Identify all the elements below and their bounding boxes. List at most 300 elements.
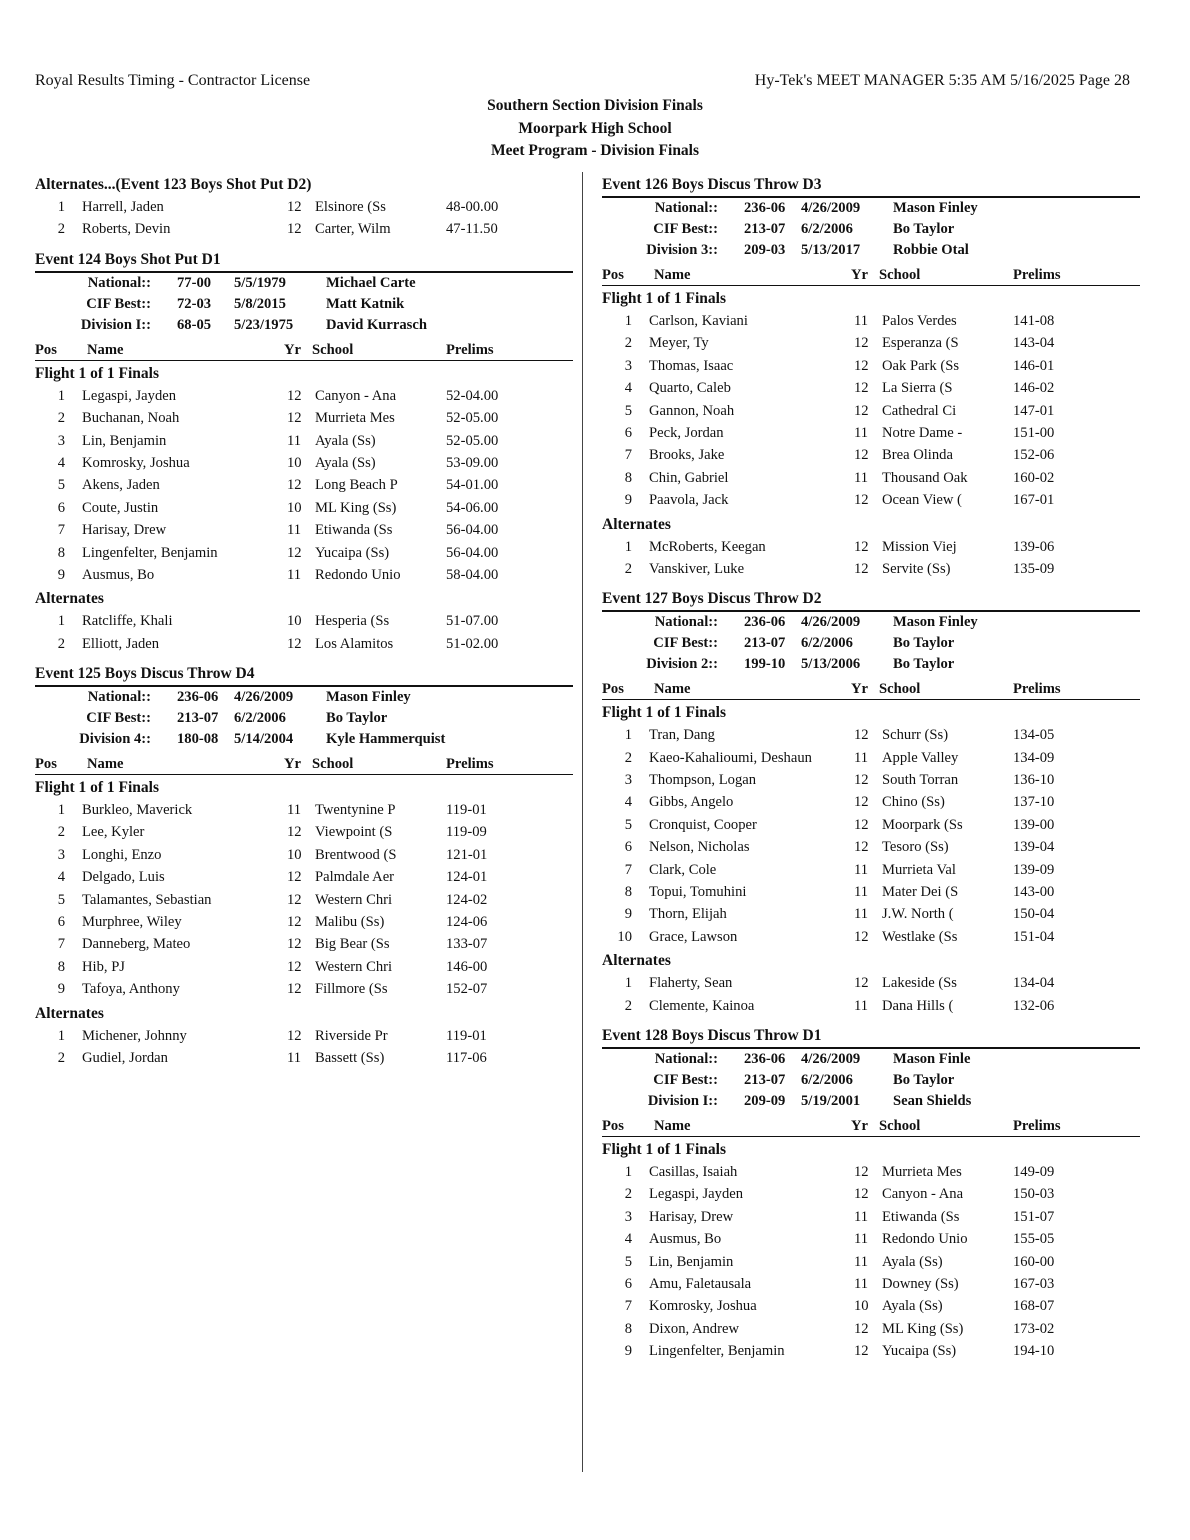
prelim-mark: 141-08 bbox=[1013, 313, 1055, 329]
grade-year: 12 bbox=[854, 839, 869, 856]
athlete-name: Elliott, Jaden bbox=[82, 635, 160, 652]
athlete-name: Thorn, Elijah bbox=[649, 906, 727, 923]
place: 2 bbox=[57, 1049, 65, 1066]
place: 2 bbox=[57, 410, 65, 427]
record-date: 5/19/2001 bbox=[801, 1092, 861, 1109]
prelim-mark: 194-10 bbox=[1013, 1343, 1055, 1360]
school-header: School bbox=[879, 267, 921, 283]
athlete-name: Lingenfelter, Benjamin bbox=[82, 544, 218, 561]
athlete-name: Delgado, Luis bbox=[82, 869, 165, 886]
athlete-name: Burkleo, Maverick bbox=[82, 802, 193, 819]
athlete-name: Paavola, Jack bbox=[649, 492, 729, 509]
place: 8 bbox=[624, 469, 632, 486]
result-row bbox=[602, 400, 1140, 422]
school-name: Notre Dame - bbox=[882, 424, 963, 441]
record-date: 6/2/2006 bbox=[801, 221, 853, 237]
athlete-name: Buchanan, Noah bbox=[82, 410, 180, 427]
prelim-mark: 146-02 bbox=[1013, 380, 1055, 397]
place: 6 bbox=[57, 914, 65, 931]
prelim-mark: 152-07 bbox=[446, 981, 488, 998]
grade-year: 11 bbox=[854, 469, 869, 486]
prelim-mark: 150-03 bbox=[1013, 1186, 1055, 1203]
school-name: ML King (Ss) bbox=[882, 1320, 964, 1337]
pos-header: Pos bbox=[602, 681, 624, 698]
alternates-heading: Alternates bbox=[602, 515, 671, 533]
athlete-name: Harrell, Jaden bbox=[82, 199, 164, 215]
place: 2 bbox=[624, 560, 632, 577]
place: 4 bbox=[624, 380, 632, 397]
prelim-mark: 52-05.00 bbox=[446, 432, 499, 449]
athlete-name: Longhi, Enzo bbox=[82, 846, 162, 863]
record-holder: Bo Taylor bbox=[893, 656, 955, 673]
prelim-mark: 147-01 bbox=[1013, 402, 1055, 419]
grade-year: 12 bbox=[854, 380, 869, 397]
record-date: 4/26/2009 bbox=[801, 200, 861, 216]
record-line bbox=[602, 240, 1140, 261]
place: 5 bbox=[57, 891, 65, 908]
record-mark: 209-03 bbox=[744, 242, 786, 258]
school-name: Riverside Pr bbox=[315, 1027, 388, 1044]
athlete-name: Tafoya, Anthony bbox=[82, 981, 180, 998]
record-line bbox=[602, 198, 1140, 219]
result-row bbox=[35, 933, 573, 955]
record-mark: 180-08 bbox=[177, 731, 219, 748]
school-name: Ayala (Ss) bbox=[315, 432, 376, 449]
prelim-mark: 58-04.00 bbox=[446, 566, 499, 583]
place: 5 bbox=[624, 816, 632, 833]
prelim-mark: 119-01 bbox=[446, 802, 487, 819]
grade-year: 12 bbox=[287, 544, 302, 561]
record-line bbox=[35, 729, 573, 750]
result-row bbox=[602, 558, 1140, 580]
grade-year: 12 bbox=[287, 477, 302, 494]
place: 2 bbox=[624, 335, 632, 352]
meet-titles bbox=[0, 95, 1190, 163]
school-name: Brea Olinda bbox=[882, 447, 953, 464]
column-header bbox=[602, 263, 1140, 286]
school-name: Esperanza (S bbox=[882, 335, 959, 352]
grade-year: 12 bbox=[854, 560, 869, 577]
grade-year: 12 bbox=[854, 447, 869, 464]
record-line bbox=[602, 219, 1140, 240]
grade-year: 11 bbox=[854, 997, 869, 1014]
athlete-name: Meyer, Ty bbox=[649, 335, 709, 352]
grade-year: 12 bbox=[854, 928, 869, 945]
alternates-heading: Alternates bbox=[35, 1004, 104, 1022]
place: 6 bbox=[624, 424, 632, 441]
name-header: Name bbox=[87, 756, 124, 773]
record-mark: 236-06 bbox=[177, 689, 219, 706]
prelims-header: Prelims bbox=[1013, 681, 1061, 698]
event-section bbox=[35, 661, 573, 1069]
event-title: Alternates...(Event 123 Boys Shot Put D2) bbox=[35, 176, 312, 193]
place: 1 bbox=[624, 313, 632, 329]
record-holder: Michael Carte bbox=[326, 274, 416, 291]
result-row bbox=[602, 724, 1140, 746]
result-row bbox=[35, 889, 573, 911]
prelim-mark: 121-01 bbox=[446, 846, 488, 863]
school-name: Western Chri bbox=[315, 891, 393, 908]
record-mark: 236-06 bbox=[744, 200, 786, 216]
school-name: Etiwanda (Ss bbox=[315, 522, 393, 539]
school-name: Hesperia (Ss bbox=[315, 613, 390, 630]
school-name: ML King (Ss) bbox=[315, 499, 397, 516]
result-row bbox=[602, 995, 1140, 1017]
place: 1 bbox=[57, 199, 65, 215]
athlete-name: Roberts, Devin bbox=[82, 221, 171, 238]
school-name: Yucaipa (Ss) bbox=[315, 544, 390, 561]
place: 1 bbox=[624, 727, 632, 744]
result-row bbox=[602, 355, 1140, 377]
column-header bbox=[602, 677, 1140, 700]
flight-heading: Flight 1 of 1 Finals bbox=[35, 364, 160, 382]
record-date: 6/2/2006 bbox=[234, 710, 286, 727]
grade-year: 12 bbox=[287, 891, 302, 908]
event-title: Event 128 Boys Discus Throw D1 bbox=[602, 1023, 1140, 1049]
place: 2 bbox=[624, 749, 632, 766]
pos-header: Pos bbox=[602, 1117, 624, 1134]
prelim-mark: 149-09 bbox=[1013, 1163, 1055, 1180]
result-row bbox=[602, 1273, 1140, 1295]
school-name: Cathedral Ci bbox=[882, 402, 957, 419]
athlete-name: Ausmus, Bo bbox=[82, 566, 155, 583]
school-header: School bbox=[879, 681, 921, 698]
place: 9 bbox=[624, 906, 632, 923]
result-row bbox=[35, 799, 573, 821]
grade-year: 11 bbox=[854, 906, 869, 923]
yr-header: Yr bbox=[851, 267, 869, 283]
school-name: Ayala (Ss) bbox=[315, 454, 376, 471]
record-holder: Kyle Hammerquist bbox=[326, 731, 446, 748]
pos-header: Pos bbox=[35, 756, 57, 773]
school-name: Redondo Unio bbox=[315, 566, 401, 583]
prelim-mark: 143-00 bbox=[1013, 884, 1055, 901]
grade-year: 11 bbox=[854, 1231, 869, 1248]
place: 10 bbox=[617, 928, 632, 945]
result-row bbox=[35, 474, 573, 496]
result-row bbox=[35, 1025, 573, 1047]
grade-year: 12 bbox=[854, 772, 869, 789]
athlete-name: Grace, Lawson bbox=[649, 928, 738, 945]
school-name: Schurr (Ss) bbox=[882, 727, 949, 744]
athlete-name: Carlson, Kaviani bbox=[649, 313, 748, 329]
school-name: Murrieta Mes bbox=[882, 1163, 962, 1180]
record-mark: 77-00 bbox=[177, 274, 212, 291]
school-name: La Sierra (S bbox=[882, 380, 953, 397]
school-name: Yucaipa (Ss) bbox=[882, 1343, 957, 1360]
place: 7 bbox=[57, 936, 65, 953]
grade-year: 12 bbox=[287, 635, 302, 652]
school-name: Canyon - Ana bbox=[315, 387, 397, 404]
result-row bbox=[35, 385, 573, 407]
record-line bbox=[35, 687, 573, 708]
result-row bbox=[602, 422, 1140, 444]
record-date: 5/13/2017 bbox=[801, 242, 861, 258]
record-mark: 72-03 bbox=[177, 295, 212, 312]
athlete-name: Vanskiver, Luke bbox=[649, 560, 745, 577]
athlete-name: Clark, Cole bbox=[649, 861, 717, 878]
column-header bbox=[35, 338, 573, 361]
place: 7 bbox=[624, 447, 632, 464]
prelim-mark: 51-02.00 bbox=[446, 635, 499, 652]
result-row bbox=[35, 633, 573, 655]
grade-year: 12 bbox=[287, 221, 302, 238]
result-row bbox=[35, 218, 573, 240]
grade-year: 11 bbox=[287, 566, 302, 583]
grade-year: 12 bbox=[854, 1163, 869, 1180]
result-row bbox=[35, 978, 573, 1000]
record-mark: 68-05 bbox=[177, 316, 212, 333]
result-row bbox=[602, 881, 1140, 903]
place: 8 bbox=[57, 958, 65, 975]
school-name: Lakeside (Ss bbox=[882, 975, 957, 992]
place: 8 bbox=[57, 544, 65, 561]
result-row bbox=[602, 1340, 1140, 1362]
grade-year: 12 bbox=[287, 958, 302, 975]
right-column bbox=[602, 172, 1140, 1369]
place: 2 bbox=[624, 997, 632, 1014]
prelim-mark: 151-07 bbox=[1013, 1208, 1055, 1225]
place: 1 bbox=[624, 1163, 632, 1180]
result-row bbox=[35, 542, 573, 564]
place: 7 bbox=[57, 522, 65, 539]
record-label: Division I:: bbox=[80, 316, 151, 333]
result-row bbox=[35, 866, 573, 888]
result-row bbox=[35, 407, 573, 429]
event-title: Event 126 Boys Discus Throw D3 bbox=[602, 172, 1140, 198]
school-name: Etiwanda (Ss bbox=[882, 1208, 960, 1225]
flight-heading: Flight 1 of 1 Finals bbox=[35, 779, 160, 797]
grade-year: 12 bbox=[287, 981, 302, 998]
school-name: Fillmore (Ss bbox=[315, 981, 388, 998]
record-date: 5/8/2015 bbox=[234, 295, 286, 312]
record-holder: Sean Shields bbox=[893, 1092, 972, 1109]
athlete-name: Brooks, Jake bbox=[649, 447, 725, 464]
school-name: Oak Park (Ss bbox=[882, 357, 960, 374]
record-mark: 209-09 bbox=[744, 1092, 786, 1109]
record-line bbox=[602, 1091, 1140, 1112]
meet-manager-header: Hy-Tek's MEET MANAGER 5:35 AM 5/16/2025 Page 28 bbox=[754, 72, 1130, 89]
athlete-name: Topui, Tomuhini bbox=[649, 884, 747, 901]
record-date: 4/26/2009 bbox=[234, 689, 294, 706]
place: 2 bbox=[57, 635, 65, 652]
athlete-name: Amu, Faletausala bbox=[649, 1275, 752, 1292]
grade-year: 11 bbox=[854, 884, 869, 901]
prelim-mark: 134-09 bbox=[1013, 749, 1055, 766]
grade-year: 12 bbox=[854, 727, 869, 744]
athlete-name: Kaeo-Kahalioumi, Deshaun bbox=[649, 749, 812, 766]
record-line bbox=[35, 294, 573, 315]
school-name: Mission Viej bbox=[882, 538, 957, 555]
place: 2 bbox=[57, 824, 65, 841]
prelim-mark: 173-02 bbox=[1013, 1320, 1055, 1337]
grade-year: 11 bbox=[287, 802, 302, 819]
prelim-mark: 56-04.00 bbox=[446, 522, 499, 539]
athlete-name: Thompson, Logan bbox=[649, 772, 757, 789]
school-name: Western Chri bbox=[315, 958, 393, 975]
school-name: Los Alamitos bbox=[315, 635, 394, 652]
athlete-name: Flaherty, Sean bbox=[649, 975, 733, 992]
prelim-mark: 139-04 bbox=[1013, 839, 1055, 856]
athlete-name: Coute, Justin bbox=[82, 499, 159, 516]
prelim-mark: 160-00 bbox=[1013, 1253, 1055, 1270]
record-mark: 236-06 bbox=[744, 1050, 786, 1067]
prelim-mark: 168-07 bbox=[1013, 1298, 1055, 1315]
place: 4 bbox=[624, 794, 632, 811]
place: 7 bbox=[624, 861, 632, 878]
grade-year: 12 bbox=[854, 1320, 869, 1337]
school-name: Westlake (Ss bbox=[882, 928, 958, 945]
record-holder: Mason Finle bbox=[893, 1050, 971, 1067]
prelim-mark: 117-06 bbox=[446, 1049, 487, 1066]
athlete-name: Ausmus, Bo bbox=[649, 1231, 722, 1248]
record-label: National:: bbox=[654, 1050, 718, 1067]
athlete-name: Quarto, Caleb bbox=[649, 380, 731, 397]
result-row bbox=[602, 536, 1140, 558]
place: 9 bbox=[624, 492, 632, 509]
school-name: Ayala (Ss) bbox=[882, 1298, 943, 1315]
school-name: Murrieta Val bbox=[882, 861, 956, 878]
yr-header: Yr bbox=[851, 1117, 869, 1134]
place: 3 bbox=[57, 846, 65, 863]
column-divider bbox=[582, 172, 583, 1472]
place: 4 bbox=[57, 454, 65, 471]
record-holder: Mason Finley bbox=[893, 200, 978, 216]
result-row bbox=[602, 836, 1140, 858]
result-row bbox=[602, 1295, 1140, 1317]
result-row bbox=[35, 821, 573, 843]
result-row bbox=[602, 489, 1140, 511]
event-section bbox=[35, 172, 573, 241]
record-label: CIF Best:: bbox=[653, 1071, 718, 1088]
athlete-name: Chin, Gabriel bbox=[649, 469, 729, 486]
record-date: 5/13/2006 bbox=[801, 656, 861, 673]
result-row bbox=[602, 814, 1140, 836]
school-name: Ocean View ( bbox=[882, 492, 962, 509]
prelim-mark: 139-06 bbox=[1013, 538, 1055, 555]
place: 3 bbox=[624, 1208, 632, 1225]
school-name: Long Beach P bbox=[315, 477, 398, 494]
prelim-mark: 152-06 bbox=[1013, 447, 1055, 464]
result-row bbox=[602, 1318, 1140, 1340]
pos-header: Pos bbox=[602, 267, 624, 283]
result-row bbox=[602, 926, 1140, 948]
school-name: South Torran bbox=[882, 772, 959, 789]
result-row bbox=[602, 747, 1140, 769]
record-line bbox=[602, 633, 1140, 654]
school-name: Servite (Ss) bbox=[882, 560, 951, 577]
athlete-name: Akens, Jaden bbox=[82, 477, 160, 494]
grade-year: 12 bbox=[287, 824, 302, 841]
grade-year: 11 bbox=[854, 1275, 869, 1292]
athlete-name: Tran, Dang bbox=[649, 727, 715, 744]
athlete-name: Lin, Benjamin bbox=[649, 1253, 734, 1270]
record-holder: Bo Taylor bbox=[893, 635, 955, 652]
record-label: National:: bbox=[87, 274, 151, 291]
school-header: School bbox=[312, 756, 354, 773]
result-row bbox=[35, 497, 573, 519]
place: 1 bbox=[57, 1027, 65, 1044]
school-name: Dana Hills ( bbox=[882, 997, 954, 1014]
athlete-name: Nelson, Nicholas bbox=[649, 839, 750, 856]
record-label: CIF Best:: bbox=[86, 710, 151, 727]
flight-heading: Flight 1 of 1 Finals bbox=[602, 290, 727, 307]
place: 3 bbox=[624, 772, 632, 789]
place: 4 bbox=[624, 1231, 632, 1248]
grade-year: 12 bbox=[854, 794, 869, 811]
grade-year: 12 bbox=[287, 410, 302, 427]
school-name: Redondo Unio bbox=[882, 1231, 968, 1248]
prelim-mark: 136-10 bbox=[1013, 772, 1055, 789]
record-mark: 213-07 bbox=[744, 635, 786, 652]
prelim-mark: 47-11.50 bbox=[446, 221, 498, 238]
athlete-name: Harisay, Drew bbox=[649, 1208, 734, 1225]
athlete-name: Lee, Kyler bbox=[82, 824, 145, 841]
grade-year: 10 bbox=[854, 1298, 869, 1315]
event-title: Event 127 Boys Discus Throw D2 bbox=[602, 586, 1140, 612]
school-name: Murrieta Mes bbox=[315, 410, 395, 427]
record-holder: Robbie Otal bbox=[893, 242, 969, 258]
event-section bbox=[602, 586, 1140, 1017]
flight-heading: Flight 1 of 1 Finals bbox=[602, 1140, 727, 1158]
athlete-name: Danneberg, Mateo bbox=[82, 936, 191, 953]
record-line bbox=[35, 708, 573, 729]
athlete-name: Legaspi, Jayden bbox=[649, 1186, 744, 1203]
school-name: Palmdale Aer bbox=[315, 869, 395, 886]
school-name: Twentynine P bbox=[315, 802, 396, 819]
result-row bbox=[602, 1161, 1140, 1183]
grade-year: 12 bbox=[854, 357, 869, 374]
place: 8 bbox=[624, 1320, 632, 1337]
prelim-mark: 51-07.00 bbox=[446, 613, 499, 630]
prelims-header: Prelims bbox=[446, 756, 494, 773]
grade-year: 11 bbox=[854, 1208, 869, 1225]
event-title: Event 125 Boys Discus Throw D4 bbox=[35, 661, 573, 687]
record-line bbox=[602, 612, 1140, 633]
prelim-mark: 124-01 bbox=[446, 869, 488, 886]
result-row bbox=[602, 769, 1140, 791]
prelim-mark: 160-02 bbox=[1013, 469, 1055, 486]
grade-year: 12 bbox=[854, 492, 869, 509]
school-name: Moorpark (Ss bbox=[882, 816, 963, 833]
grade-year: 10 bbox=[287, 454, 302, 471]
place: 1 bbox=[624, 975, 632, 992]
grade-year: 12 bbox=[287, 869, 302, 886]
event-section bbox=[602, 172, 1140, 580]
athlete-name: Komrosky, Joshua bbox=[649, 1298, 757, 1315]
grade-year: 12 bbox=[854, 1186, 869, 1203]
athlete-name: Michener, Johnny bbox=[82, 1027, 187, 1044]
grade-year: 12 bbox=[287, 914, 302, 931]
result-row bbox=[35, 452, 573, 474]
athlete-name: Hib, PJ bbox=[82, 958, 125, 975]
grade-year: 12 bbox=[287, 387, 302, 404]
place: 6 bbox=[57, 499, 65, 516]
record-label: CIF Best:: bbox=[653, 221, 718, 237]
prelim-mark: 167-03 bbox=[1013, 1275, 1055, 1292]
prelim-mark: 133-07 bbox=[446, 936, 488, 953]
athlete-name: Lingenfelter, Benjamin bbox=[649, 1343, 785, 1360]
athlete-name: Thomas, Isaac bbox=[649, 357, 734, 374]
record-mark: 213-07 bbox=[177, 710, 219, 727]
prelim-mark: 119-01 bbox=[446, 1027, 487, 1044]
record-holder: Bo Taylor bbox=[326, 710, 388, 727]
prelim-mark: 124-06 bbox=[446, 914, 488, 931]
prelim-mark: 150-04 bbox=[1013, 906, 1055, 923]
result-row bbox=[602, 377, 1140, 399]
prelim-mark: 139-09 bbox=[1013, 861, 1055, 878]
school-name: Canyon - Ana bbox=[882, 1186, 964, 1203]
